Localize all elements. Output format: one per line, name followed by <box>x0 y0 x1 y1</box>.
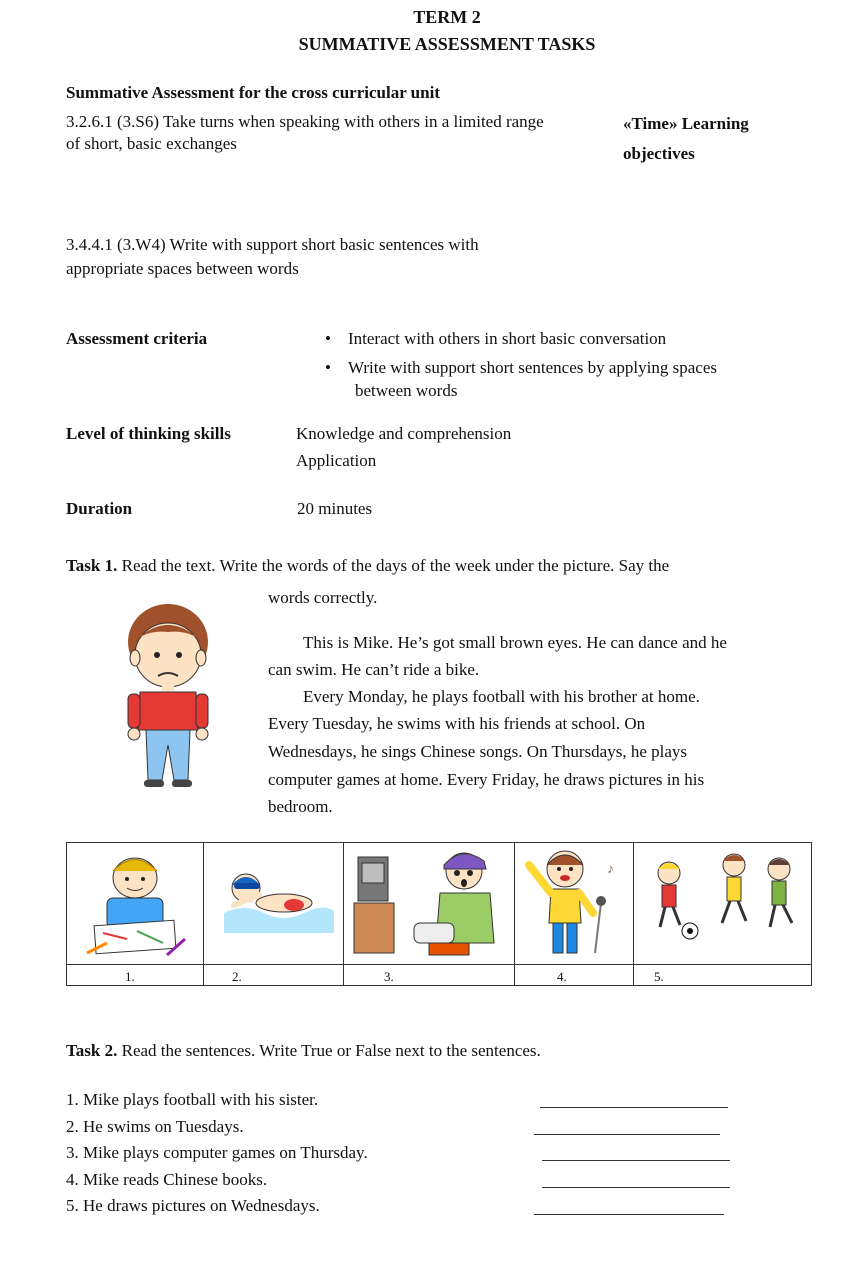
picture-number-cell-1 <box>67 965 204 986</box>
picture-singing <box>515 843 634 965</box>
task-2-instruction-text: Read the sentences. Write True or False next to the sentences. <box>121 1041 541 1060</box>
sentence-5: 5. He draws pictures on Wednesdays. <box>66 1196 320 1215</box>
answer-line-5[interactable] <box>534 1214 724 1215</box>
answer-line-1[interactable] <box>540 1107 728 1108</box>
picture-number: 3. <box>384 969 394 984</box>
task-1-instruction-line-2: words correctly. <box>268 588 378 607</box>
duration-value: 20 minutes <box>297 499 373 518</box>
task-2-instruction <box>66 1041 541 1061</box>
objectives-label: objectives <box>623 144 695 163</box>
task-2-label: Task 2. <box>66 1041 118 1060</box>
criteria-item-2-continued: between words <box>355 381 458 400</box>
task-1-instruction <box>66 556 669 576</box>
time-learning-label: «Time» Learning <box>623 114 749 133</box>
picture-number-cell-2 <box>204 965 344 986</box>
objective-2-line-1: 3.4.4.1 (3.W4) Write with support short basic sentences with <box>66 235 479 254</box>
sentence-2: 2. He swims on Tuesdays. <box>66 1117 244 1136</box>
picture-number: 2. <box>232 969 242 984</box>
picture-number-cell-4 <box>515 965 634 986</box>
picture-football <box>634 843 812 965</box>
thinking-skills-line-2: Application <box>296 451 377 470</box>
task-1-text-line-6: computer games at home. Every Friday, he draws pictures in his <box>268 770 705 789</box>
task-1-text-line-3: Every Monday, he plays football with his brother at home. <box>303 687 700 706</box>
picture-drawing <box>67 843 204 965</box>
task-1-text-line-4: Every Tuesday, he swims with his friends at school. On <box>268 714 646 733</box>
term-title: TERM 2 <box>413 7 481 27</box>
picture-computer-games <box>344 843 515 965</box>
task-1-instruction-line-1: Read the text. Write the words of the days of the week under the picture. Say the <box>121 556 670 575</box>
task-1-text-line-7: bedroom. <box>268 797 333 816</box>
picture-number-cell-5 <box>634 965 812 986</box>
sentence-1: 1. Mike plays football with his sister. <box>66 1090 319 1109</box>
assessment-criteria-label: Assessment criteria <box>66 329 208 348</box>
sentence-3: 3. Mike plays computer games on Thursday. <box>66 1143 368 1162</box>
page-title: SUMMATIVE ASSESSMENT TASKS <box>298 34 596 54</box>
task-1-label: Task 1. <box>66 556 118 575</box>
task-1-text-line-1: This is Mike. He’s got small brown eyes. He can dance and he <box>303 633 727 652</box>
answer-line-3[interactable] <box>542 1160 730 1161</box>
picture-number: 1. <box>125 969 135 984</box>
svg-text:♪: ♪ <box>607 862 614 877</box>
task-1-text-line-2: can swim. He can’t ride a bike. <box>268 660 480 679</box>
picture-number: 4. <box>557 969 567 984</box>
sentence-4: 4. Mike reads Chinese books. <box>66 1170 268 1189</box>
objective-1-line-1: 3.2.6.1 (3.S6) Take turns when speaking with others in a limited range <box>66 112 544 131</box>
thinking-skills-label: Level of thinking skills <box>66 424 231 443</box>
criteria-bullet-2: • <box>325 358 331 377</box>
mike-illustration <box>118 600 218 790</box>
days-picture-table <box>66 842 812 986</box>
task-1-text-line-5: Wednesdays, he sings Chinese songs. On Thursdays, he plays <box>268 742 688 761</box>
criteria-item-2: Write with support short sentences by applying spaces <box>348 358 717 377</box>
duration-label: Duration <box>66 499 133 518</box>
picture-swimming <box>204 843 344 965</box>
picture-number: 5. <box>654 969 664 984</box>
criteria-item-1: Interact with others in short basic conversation <box>348 329 667 348</box>
thinking-skills-line-1: Knowledge and comprehension <box>296 424 512 443</box>
unit-heading: Summative Assessment for the cross curricular unit <box>66 83 440 102</box>
criteria-bullet-1: • <box>325 329 331 348</box>
answer-line-4[interactable] <box>542 1187 730 1188</box>
picture-number-cell-3 <box>344 965 515 986</box>
objective-1-line-2: of short, basic exchanges <box>66 134 237 153</box>
objective-2-line-2: appropriate spaces between words <box>66 259 299 278</box>
answer-line-2[interactable] <box>534 1134 720 1135</box>
